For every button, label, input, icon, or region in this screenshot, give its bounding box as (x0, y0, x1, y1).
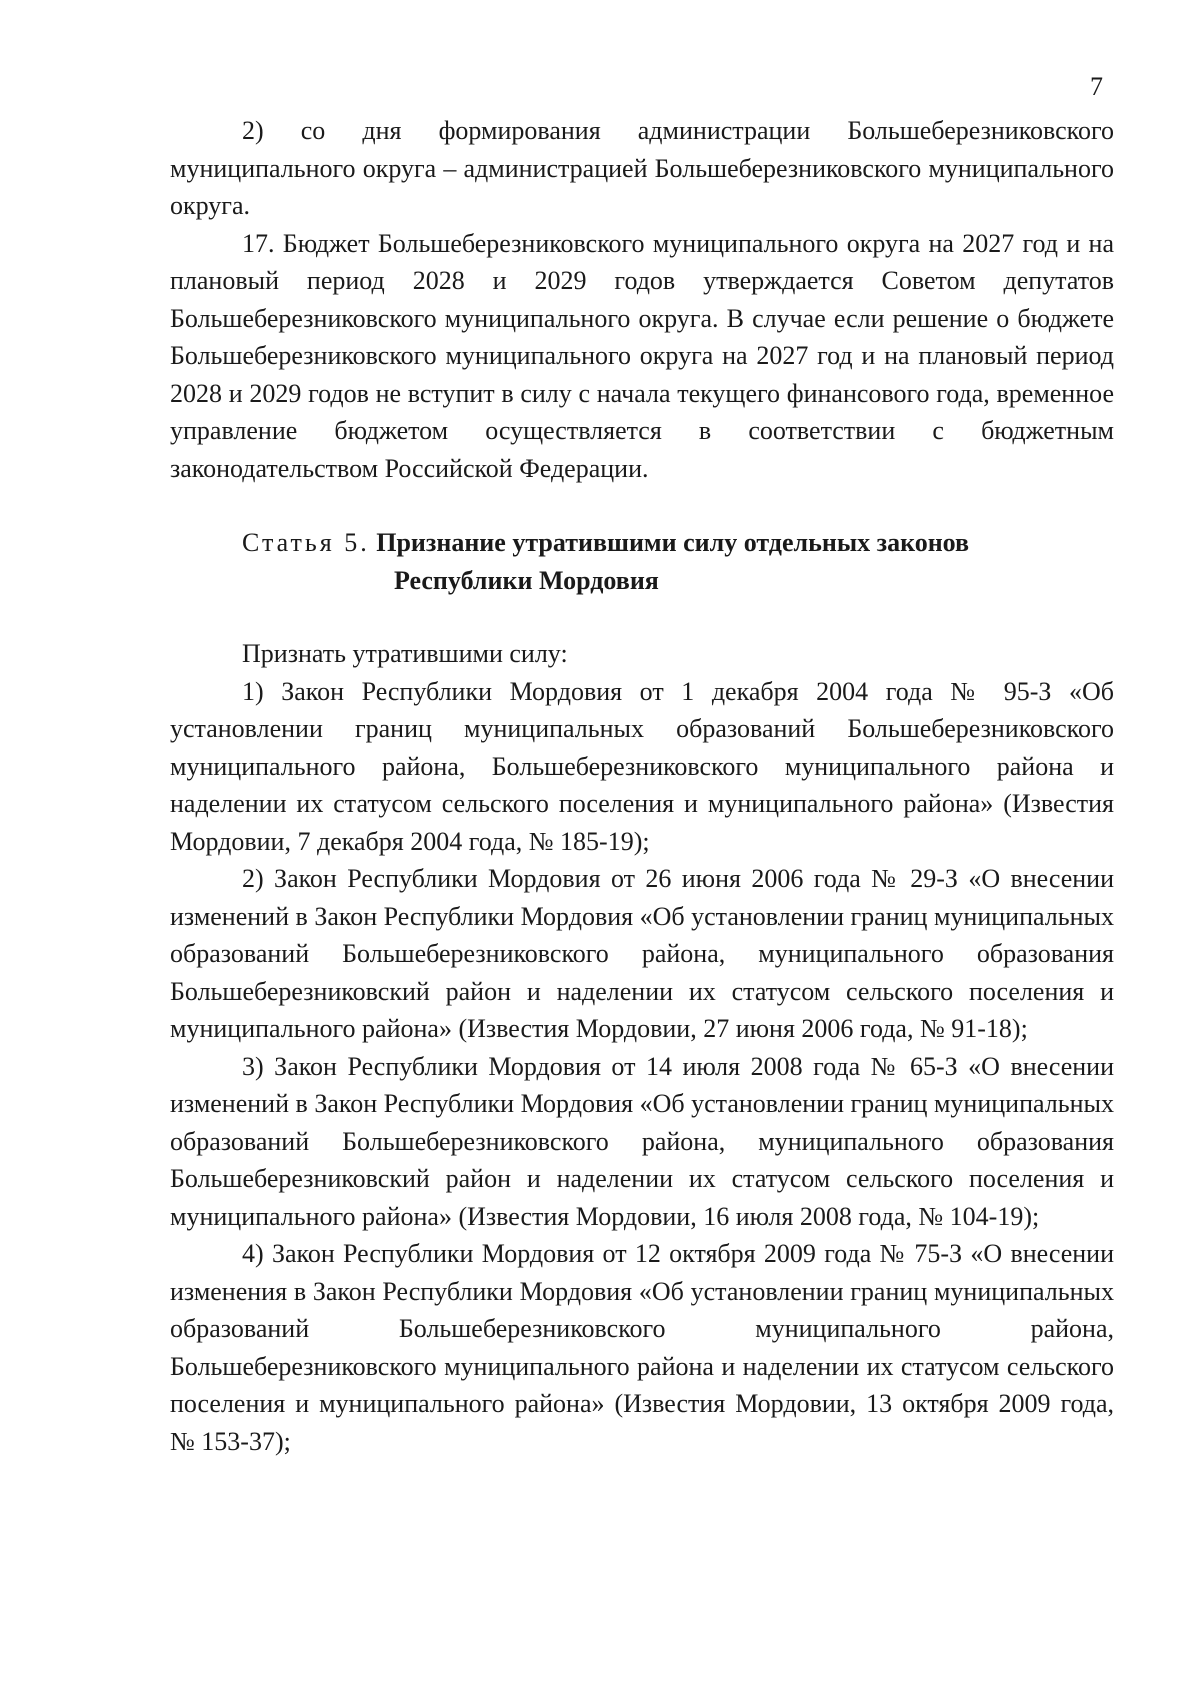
list-item: 1) Закон Республики Мордовия от 1 декабря 2004 года № 95-З «Об установлении границ муниципальных образований Большеберезниковского муниципального района, Большеберезниковского муниципального района и наделении их статусом сельского поселения и муниципального района» (Известия Мордовии, 7 декабря 2004 года, № 185-19); (170, 676, 1114, 856)
article-title-line2: Республики Мордовия (394, 565, 659, 595)
list-item: 3) Закон Республики Мордовия от 14 июля 2008 года № 65-З «О внесении изменений в Закон Республики Мордовия «Об установлении границ муниципальных образований Большеберезниковского района, муниципального образования Большеберезниковский район и наделении их статусом сельского поселения и муниципального района» (Известия Мордовии, 16 июля 2008 года, № 104-19); (170, 1051, 1114, 1231)
article-number: Статья 5. (242, 528, 370, 557)
paragraph-admin-clause: 2) со дня формирования администрации Большеберезниковского муниципального округа – администрацией Большеберезниковского муниципального округа. (170, 116, 1114, 220)
article-heading (242, 524, 1114, 599)
list-item: 4) Закон Республики Мордовия от 12 октября 2009 года № 75-З «О внесении изменения в Закон Республики Мордовия «Об установлении границ муниципальных образований Большеберезниковского муниципального района, Большеберезниковского муниципального района и наделении их статусом сельского поселения и муниципального района» (Известия Мордовии, 13 октября 2009 года, № 153-37); (170, 1239, 1114, 1456)
page-number: 7 (1090, 72, 1103, 101)
document-body (170, 112, 1114, 1460)
list-item: 2) Закон Республики Мордовия от 26 июня 2006 года № 29-З «О внесении изменений в Закон Республики Мордовия «Об установлении границ муниципальных образований Большеберезниковского района, муниципального образования Большеберезниковский район и наделении их статусом сельского поселения и муниципального района» (Известия Мордовии, 27 июня 2006 года, № 91-18); (170, 864, 1114, 1043)
paragraph-intro: Признать утратившими силу: (242, 639, 568, 668)
paragraph-budget-clause: 17. Бюджет Большеберезниковского муниципального округа на 2027 год и на плановый период 2028 и 2029 годов утверждается Советом депутатов Большеберезниковского муниципального округа. В случае если решение о бюджете Большеберезниковского муниципального округа на 2027 год и на плановый период 2028 и 2029 годов не вступит в силу с начала текущего финансового года, временное управление бюджетом осуществляется в соответствии с бюджетным законодательством Российской Федерации. (170, 228, 1114, 483)
article-title-line1: Признание утратившими силу отдельных законов (376, 528, 970, 557)
